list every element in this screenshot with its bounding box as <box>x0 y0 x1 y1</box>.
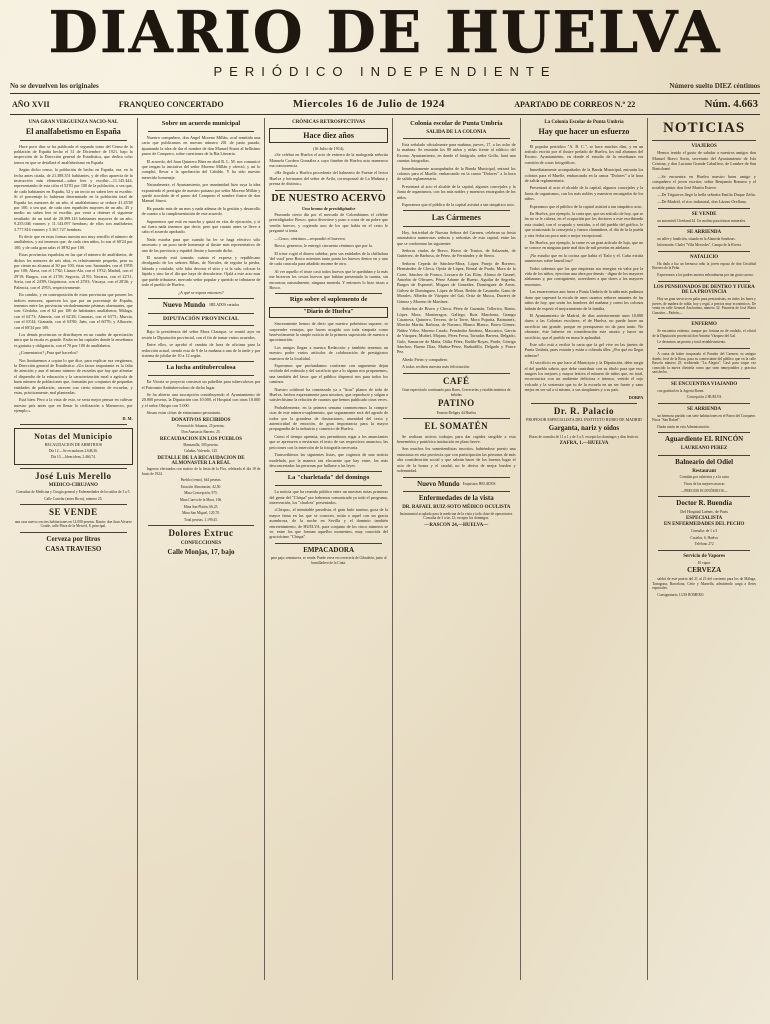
paragraph: Presentará al acto el alcalde de la capital, algunos concejales y la Junta de organismos, con los más nobles y maestros encargados de los niños. <box>396 183 516 200</box>
dateline-postbox: APARTADO DE CORREOS N.º 22 <box>514 99 636 109</box>
column-4 <box>393 118 521 980</box>
notas-line: Día 13.—Idem idem, 2.466,74. <box>50 455 96 460</box>
ad-buendia-spec: ESPECIALISTA <box>685 515 723 521</box>
dateline <box>10 97 760 111</box>
paragraph: Esta señalado oficialmente para mañana, jueves, 17, a las ocho de la mañana. Se reunirán los 80 niños y niñas frente al edificio del Excmo. Ayuntamiento, en donde el fotógrafo, señor Golfo, hará una cuantas fotografías. <box>396 141 516 164</box>
ad-pensionados-text: Hoy un gran servicio en palas para pensionistas, en todos los lunes y jueves, de madera de rubla; hoy y regal, a precios muy económicos. De venta en calle General Anchorena, número 32. Pizarreta de José María Guzaúve—Padrón— <box>652 297 756 315</box>
ad-cerveza-sub: CASA TRAVIESO <box>45 544 102 553</box>
divider <box>10 114 760 115</box>
paragraph: «Se celebra en Huelva el acto de entierro de la malograda señorita Manuela Cordero González a cuyo fúnebre de Huelva acto numeroso ma concurrencia. <box>269 152 388 168</box>
paragraph: Este sólo está a recibir la carta que la gel vive en las jinetes de Punta Umbría, pues estarán y están o cobrada áller. ¿Por qué no llegar adentro? <box>524 341 644 358</box>
kicker: UNA GRAN VERGUENZA NACIO-NAL <box>28 120 119 126</box>
ad-nuevo-mundo-title-2: Nuevo Mundo <box>417 479 460 488</box>
headline-somaten: EL SOMATÉN <box>424 421 489 432</box>
dateline-franchise: FRANQUEO CONCERTADO <box>118 99 224 109</box>
ad-dolores-name: Dolores Extruc <box>168 528 234 539</box>
paragraph: Suponemos que está en marcha y quizá en vías de ejecución, y si así fuera nada tenemos que decir; pero que cuanto antes se lleve a cabo el acuerdo aprobado. <box>141 218 261 235</box>
ad-patino-text: Ernesto Deligny 44 Huelva <box>436 410 476 415</box>
paragraph: »Ha llegado a Huelva procedente del balneario de Fuente el lector Huelva y hermanos del señor de Avila, corresponsal de La Mañana y prensa de distinta.» <box>269 170 388 187</box>
ad-merello-text: Consultas de Medicina y Cirugía general y Enfermedades de los niños de 3 a 5. <box>16 490 131 495</box>
ad-balneario-text: Comidas por cubiertos y a la carta <box>679 475 729 480</box>
paragraph: Ha pasado más de un mes y nada adeuna de la gestión y desarrollo de cuanto a la cumplimentación de este acuerdo. <box>141 205 261 217</box>
headline-diario-de-huelva-quoted: "Diario de Huelva" <box>269 307 388 318</box>
headline-las-carmenes: Las Cármenes <box>431 213 481 223</box>
paragraph: El popular periódico "A. B. C.", se hace muchos días, y en un artículo escrito por el ilustre prelado de Huelva, los mil alumnos del Excmo. Ayuntamiento, en donde el estudio de la enseñanza era cuestión de cosas fotográficas. <box>524 143 644 165</box>
paragraph: Todos sabemos que los que empiezan sus energías en valor por la vida de los niños, ejercitan una obra por demás - digna de los mayores alabanzas y, por consiguiente, acreedores a que dores a los mayores encomios. <box>524 265 644 287</box>
recaudacion-item: Manzanilla, 300 pesetas. <box>183 442 219 447</box>
donativo-item: Don Anastasio Barrero, 25. <box>181 430 221 435</box>
dateline-date: Miercoles 16 de Julio de 1924 <box>292 98 445 111</box>
paragraph: El acuerdo, del Juan Quintero Báez en abril R. L. M. nos comunicó que tengan la iniciativa del señor Moreno Millán y ofreció, y así lo cumplió, llevar a la aprobación del Cabildo. Y ha sido nuestro merecido homenaje. <box>141 158 261 180</box>
ad-vapores-name: CERVEZA <box>687 566 722 575</box>
headline-acuerdo-municipal: Sobre un acuerdo municipal <box>161 120 241 128</box>
paragraph: Se encuentra enfermo, aunque por fortuna no de cuidado, el oficial de la Diputación provincial don Antonio Vázquez del Gal. <box>652 329 756 338</box>
ad-sevende-text: un automóvil Overland 24. Un molino para triturar minerales. <box>657 218 747 223</box>
paragraph: —Se encuentra en Huelva nuestro buen amigo y compañero el joven escritor, señor Benjamín Romero y el notable pintor don José Martín Esteve. <box>652 173 756 190</box>
ad-buendia-sub: Del Hospital Laënec, de París <box>680 508 728 514</box>
ad-palacio-hours: Horas de consulta de 11 a 1 y de 3 a 5, excepto los domingos y días festivos. <box>528 434 639 439</box>
paragraph: Paseando cierto día por el mercado de Colombianos el célebre prestidigitador Bosco, quiso divertirse y puso a costa de un pobre que vendía huevos, y cogiendo uno de los que había en el cesto le preguntó si tenía. <box>269 212 388 234</box>
ad-balneario-title: Balneario del Odiel <box>675 457 734 466</box>
masthead-right-note: Número suelto DIEZ céntimos <box>669 82 760 91</box>
headline-diputacion: DIPUTACIÓN PROVINCIAL <box>162 315 240 322</box>
paragraph: En Huelva, por ejemplo, la carta que, que un artículo de hoy, que se ha no se le cabeza, en el ocupación por los doctores a este escribiendo esta ciudad, con el ocupado y sentidas, o el del pueblo del gráfico, le que ocasionado la consejería y fuerza chamuñera, el día de la la puéda y otra fecha un poco más o mejor excepcional. <box>524 211 644 238</box>
paragraph: Probablemente, en la primera semana conmencemos la compra-cion de este número-suplemento, que seguramente será del agrado de todos por la grandeza de ilustraciones, amenidad del texto y autenticidad de emoción, de gran importancia para la mayor propagandía de la industria y comercio de Huelva. <box>269 404 388 432</box>
detalle-item: Estación Almonaster, 42,50. <box>180 484 222 489</box>
paragraph: Hemos tenido el gusto de saludar a nuestros amigos don Manuel Bravo Soria, secretario del Ayuntamiento de Isla Cristina, y don Luciano Grande Caballero, de Lombre de San Bartolomé. <box>652 150 756 172</box>
ad-arrienda2-text2: Darán razón en esta Administración. <box>657 424 710 429</box>
detalle-title: DETALLE DE LA RECAUDACION DE ALMONASTER LA REAL <box>157 456 245 467</box>
ad-vapores-text: saldrá de este puerto del 21 al 23 del corriente para los de Málaga, Tarragona, Barcelona, Cette y Marsella, admitiendo carga a fletes especiales. <box>652 576 756 591</box>
ad-viajante-sign: Concepción 2 HUELVA <box>686 395 722 400</box>
ad-buendia-phone: Teléfono 272 <box>694 542 714 547</box>
masthead <box>10 0 760 91</box>
column-3 <box>265 118 393 980</box>
ad-oculista-text: Instrumental acoplado para la medicina de la vista y todo clase de operaciones. Consulta de 3 a las 12; excepto los domingos. <box>399 511 514 521</box>
dateline-number: Núm. 4.663 <box>704 98 758 111</box>
headline-nuestro-acervo: DE NUESTRO ACERVO <box>271 192 386 204</box>
paragraph: Las encarecemos aun fuera a Punta Umbría de la niña más pudimos dono que superará la escala de unos cuantos señores amantes de las niños de hoy, que serán los hombres del mañana y como los colonos habrán de experir el mejoramiento de la familia. <box>524 289 644 311</box>
paragraph: Presentará al acto el alcalde de la capital, algunos concejales y la Junta de organismos, con los más nobles y maestros encargados de los niños. <box>524 185 644 202</box>
paragraph: Señoras viudas de Bravo, Bravo de Trastos, de Salazarán, de Gutiérrez, de Barbosa, de Pérez, de Fernández y de Sierra. <box>396 248 516 259</box>
notas-line: Día 12.—Se recaudaron 2.648,26. <box>48 448 98 453</box>
paragraph: Señoras Cepeda de Sánchez-Mora, López Parejo de Borrero, Hermández de Checa, Ojeda de López, Bernal de Prado, Mora de la Corte, Sánchez de Franco, Lezcara de Cas Elías, Alonso de Grunel, Antoñin de Olivares, Pérez Adame de Bueno, Aguilar de Segreña, Burgos de Espronel, Moguer de González, Domínguez de Areas, Gálvez de Domínguez, López de Mora, Redón de Casanaño, Gano de Morales, Albedia de Vázquez del Gal, Ortiz de Musca, Duceret de Gómez y Moreno de Martínez. <box>396 260 516 304</box>
paragraph: En cambio, y en contraposición de estas provincias que poseen los indices menores, aparecen los que por un porcentaje de España, tenemos entre las provincias verdaderamente pésimas alarmantes, que son: Córdoba, con el 62 por 100 de habitantes analfabetos; Málaga, con el 62'73; Almería, con el 62'28; Canarias, con el 63'71; Murcia, con el 63'44; Granada, con el 63'90; Jaén, con el 60'76; y Albacete, con el 68'34 por 100. <box>14 292 133 330</box>
signature-dorpa: DORPA <box>628 394 644 400</box>
ad-merello-address: Calle Castelar (antes Ricos), número 25. <box>44 496 103 501</box>
kicker-colonia: La Colonia Escolar de Punta Umbría <box>544 120 624 126</box>
ad-cafe-title: CAFÉ <box>443 375 470 386</box>
paragraph: Hace poco dias se ha publicado el segundo tomo del Censo de la población de España hecho el 31 de Diciembre de 1921, bajo la inspección de la Dirección general de Estadística, que dedica ocho tomos en que se detallará el analfabetismo en España. <box>14 143 133 165</box>
ad-buendia-address: Castelar, 6, Huelva <box>690 535 718 540</box>
ad-arrienda2-head: SE ARRIENDA <box>687 406 722 412</box>
donativo-item: Personal de Aduanas, 25 pesetas. <box>177 423 225 428</box>
ad-empacadora-title: EMPACADORA <box>303 545 355 554</box>
detalle-item: Ingresos efectuados con motivo de la fiesta de la Flor, celebrada el día 18 de Junio de 1924. <box>141 467 261 476</box>
ad-pensionados-head: LOS PENSIONADOS DE DENTRO Y FUERA DE LA PROVINCIA <box>653 284 755 296</box>
paragraph: Entre ellos, se aprobó el cambio de hora de oficinas para la redacción actual, siendo esta de 9 de la mañana a una de la tarde y por sistema de jubilar de 10 a 12 según. <box>141 342 261 358</box>
masthead-left-note: No se devuelven los originales <box>10 82 99 91</box>
paragraph: Bosco, generoso, le entregó cincuenta céntimos que por la. <box>274 243 373 249</box>
subhead-salida: SALIDA DE LA COLONIA <box>426 129 487 135</box>
headline-colonia-escolar: Colonia escolar de Punta Umbría <box>410 120 503 128</box>
column-2 <box>138 118 266 980</box>
ad-viajante-head: SE ENCUENTRA VIAJANDO <box>670 381 738 387</box>
section-title-noticias: NOTICIAS <box>663 120 746 137</box>
detalle-item: Mina San Miguel, 120,70. <box>182 511 220 516</box>
ad-balneario-text2: Vinos de las mejores marcas <box>683 481 725 486</box>
paragraph: Son muchos los sometiendistas inscritos, habiéndose puesto una entusiasta en esta provincia que con participación las personas de más alta consideración social y que sabrán hacer de los buenos lugar el acto de la honra y el caudal, no le deriva de mejor burden y solemnidad. <box>396 446 516 474</box>
ad-rincon-sub: LAUREANO PEREZ <box>680 446 728 452</box>
paragraph: ¡No estudio que en la cocina que había el Tizlo y el. Cabu existía numerosos sobre lanzaCruz? <box>524 252 644 264</box>
donativos-title: DONATIVOS RECIBIDOS <box>171 417 231 423</box>
paragraph: —De Trigueros llegó la bella señorita Emilia Duque Zéfia. <box>657 191 756 197</box>
kicker-cronicas: CRÓNICAS RETROSPECTIVAS <box>292 120 366 126</box>
paragraph: Está bien. Pero a la vista de esto, se seria mejor pensar en cultivar nuestro país antes que en llenar la civilización a Marruecos, por ejemplo.» <box>14 397 133 414</box>
headline-rigo: Rigo sobre el suplemento de <box>289 296 368 304</box>
subhead-prestidigitador: Una broma de prestidigitador <box>301 206 356 212</box>
paragraph: El Ayuntamiento de Madrid, de dias anteriormente unos 10,000 duros a las Colonias escolares; el de Huelva, no puede hacer un sacrificio tan grande, porque en presupuesto no da para tanto. No obstante, éste haberse en consideración este asunto y hacer un sacrificio, que el pueblo en masa le aplaudirá. <box>524 312 644 340</box>
ad-oculista-address: —RASCON 24,—HUELVA— <box>424 522 489 528</box>
article-columns <box>10 118 760 980</box>
ad-palacio-address: ZAFRA, 1.—HUELVA <box>559 441 609 447</box>
paragraph: Le deseamos un pronto y total restablecimiento. <box>657 340 727 345</box>
ad-arrienda2-text: un hermoso partido con siete habitaciones en el Paseo del Conquero. Finca "San Rafael". <box>652 413 756 423</box>
headline-analfabetismo: El analfabetismo en España <box>25 127 121 137</box>
paragraph: Esperamos que el público de la capital asistirá a tan simpático acto. <box>401 202 515 208</box>
detalle-item: Pueblo (censo), 644 pesetas. <box>180 478 222 483</box>
notas-subtitle: RECAUDACION DE ARBITRIOS <box>44 442 102 448</box>
signature: D. M. <box>122 415 133 421</box>
ad-sevende-head: SE VENDE <box>691 211 717 217</box>
headline-charletada: La "charletada" del domingo <box>287 474 370 482</box>
ad-palacio-title: Dr. R. Palacio <box>553 405 615 416</box>
notas-municipio-box <box>14 428 133 465</box>
paragraph: »Chispa», el inimitable parodista, el gran bufo taurino, goza de la mayor fama en las que se conocen, actúa a aquel con un gracia asombrosa, de la noche en Sevilla y el dominio también entretenimiento, de HUELVA, para conjunto de los cinco números se ve, entre los que forman aquellos momentos, muy conocida del gracioísimo "Chispa". <box>269 507 388 540</box>
ad-dolores-address: Calle Monjas, 17, bajo <box>167 547 235 556</box>
paragraph: Sinceramente hemos de decir que nuestro pobrísimo suponer, se sorprender ventajas, que hacen acogida con toda simpatía como benévolamente la simple noticia de la primera suposición de nuestro a aproximación. <box>269 321 388 343</box>
ad-nuevo-mundo-title: Nuevo Mundo <box>162 300 206 309</box>
ad-nuevo-mundo-side-2: Exquisitos HELADOS <box>462 482 496 487</box>
paragraph: Transcribimos las siguientes listas, que cogimos de una noticia modelada, por la manera tan elocuente que hay entre, las más desconcertadas las personas por hallarse a las leyes. <box>269 452 388 468</box>
ad-rincon-title: Aguardiente EL RINCÓN <box>665 435 744 444</box>
ad-balneario-sub: Restaurant <box>692 468 717 474</box>
paragraph: Siruas estas cifras de entusiasmo pecuniario. <box>146 410 222 416</box>
subhead-fecha: (16 Julio de 1914). <box>312 146 345 152</box>
subsection-enfermo: ENFERMO <box>691 322 717 328</box>
ad-merello-subtitle: MEDICO-CIRUJANO <box>48 483 98 489</box>
ad-vapores-sub: El vapor <box>697 560 711 565</box>
paragraph: Inmediatamente acompañados de la Banda Municipal, entrarán los colonos para el Muelle, embarcando en la canoa "Dolores" a la hora de salida reglamentaria. <box>524 167 644 183</box>
dateline-year: AÑO XVII <box>12 99 50 109</box>
paragraph: Nos limitaremos a copiar lo que dice, para explicar esa vergüenza, la Dirección general de Estadística: «Un factor importante es la falta de atención y aun el mismo número de escuelas que hay que afrontar el dispendio de la educación y la caracterización rural a agrícola de buen número de poblaciones que, formadas por conjuntos de pequeñas entidades de población, carecen con cierto número de escuelas, y estas, prácticamente, mal planteadas. <box>14 357 133 395</box>
ad-nuevo-mundo-side: HELADOS variados <box>209 303 240 308</box>
paragraph: Bajo la presidencia del señor Mora Claraque, se reunió ayer en sesión la Diputación provincial, con el fin de tomar varios acuerdos. <box>141 329 261 340</box>
ad-palacio-sub: PROFESOR ESPECIALISTA DEL INSTITUTO RUBIO DE MADRID <box>526 417 642 423</box>
paragraph: Nuestro compañero, don Angel Moreno Millán, ocul remitido una carta que publicamos en nuestro número 201 de junio pasado, ápuntando la idea de dar el nombre de don Manuel Siurot al bellísimo paseo de Conquero, sobre cuestiones de la Ría Literaria. <box>141 134 261 157</box>
recaudacion-item: Calañas, Valverde, 125. <box>184 449 218 454</box>
ad-viajante-text: con gratitud en la Jogerta Boren. <box>657 388 705 393</box>
paragraph: Se realizan activos trabajos para dar rapidez tangible a esta benemérita y patriótica institución en plazo breve. <box>396 433 516 445</box>
paragraph: —De Madrid, el rico industrial, don Lázaro Orellana. <box>657 199 747 205</box>
ad-arrienda-text: un taller y fundición, situado en la Alameda Sundosas. <box>657 236 736 241</box>
column-6 <box>648 118 760 980</box>
ad-oculista-title: Enfermedades de la vista <box>418 494 494 503</box>
ad-buendia-title: Doctor R. Buendía <box>676 499 732 508</box>
paragraph: El acuerdo está tomado; cuánto el expresa y repúblicano divulgando de los señores Ríbas, de Novales, de regular la piedra, labrada y rotulado; sólo falta decorar el sitio y si la sala, colocar la lápida y sino lar el día que haya de descubrirse. Ojalá a este acto mas que puéde tributarse, mercado señor popular y querido se tributarse de todo el pueblo de Huelva. <box>141 255 261 288</box>
ad-vapores-head: Servicio de Vapores <box>683 553 726 559</box>
paragraph: El triste cogió el dinero subidor, pero sus entidades de la chifladura 'del vuol' pero Bosco mientras tanto ponía los huevos dentro en y uno de cada caracola para añadido enorme de otro. <box>269 250 388 267</box>
headline-esfuerzo: Hay que hacer un esfuerzo <box>538 127 630 137</box>
ad-balneario-text3: —PRECIOS ECONÓMICOS— <box>680 488 728 493</box>
paragraph-traslado: A causa de haber traspasado el Parador del Carmen, su antiguo dueño, José de la Rosa, pasa su comerciante del público que en la calle Rascón número 25, recibiendo "La Alegría". Casó para vaque vez conocido la nueva clientela como que sean inmejorables y practica satisfecho. <box>652 352 756 375</box>
paragraph: La noticia que ha reunido público entre un nuestras notas primeras del gente del "Chispa" por habernos comunicado ya todo el programa, intervención, los "charlots" presentados. <box>269 489 388 505</box>
detalle-item: Total pesetas, 1.199,45. <box>184 517 218 522</box>
ad-palacio-spec: Garganta, nariz y oidos <box>548 423 620 432</box>
paragraph: Naturalmente, el Ayuntamiento, por unanimidad hizo suya la idea exponiendo el prestigio de nuestro paisano por señor Moreno Millán y quedó acordado de el paseo del Conquero el nombre ilustre de don Manuel Siurot. <box>141 182 261 204</box>
masthead-notes <box>10 82 760 90</box>
paragraph: Se ha abierto una suscripción contribuyendo el Ayuntamiento de 20.000 pesetas, la Diputación con 10.000, el Hospital con otras 10.000 y el señor Obispo con 5.000. <box>141 392 261 408</box>
subsection-viajeros: VIAJEROS <box>691 144 717 150</box>
paragraph: Nuestro colaboró ha comenzado ya a "ficar" planos de toda de Huelva, hechos expresamente para nosotros, que reproducir y salgan a satisfechísimo la relación de cuantos que hemos publicado otras veces. <box>269 386 388 403</box>
paragraph: Los amigos llegan a nuestra Redacción y también tenemos un nuestro poder varios artículos de colaboración de prestigiosos maestros de la localidad. <box>269 344 388 361</box>
newspaper-title: DIARIO DE HUELVA <box>48 0 722 66</box>
paragraph: Hoy, festividad de Nuestra Señora del Carmen, celebran su fiesta onomástica numerosas señoras y señoritas de esta capital, entre las que se conforman las siguientes: <box>396 229 516 246</box>
paragraph: Expresamos a los padres nuestra enhorabuena por tan grato suceso. <box>657 273 754 278</box>
paragraph: A todas reciben nuestra más felicitación. <box>401 364 470 370</box>
paragraph: En Huelva, por ejemplo, la carne es un gran artículo de lujo, que no se conoce en ninguna parte mal don de mil pesetas en adelante. <box>524 240 644 251</box>
newspaper-subtitle: PERIÓDICO INDEPENDIENTE <box>213 64 557 80</box>
recaudacion-title: RECAUDACION EN LOS PUEBLOS <box>159 436 243 442</box>
detalle-item: Mina San Platón, 66,25. <box>183 504 219 509</box>
paragraph: Altedo Pietro y compañero. <box>401 356 449 362</box>
ad-cafe-sub: Gran espectáculo continuado para Bares, Cervecerías y establecimientos de bebidas <box>402 388 511 397</box>
headline-hace-diez-anos: Hace diez años <box>269 128 388 143</box>
subsection-natalicio: NATALICIO <box>690 255 719 261</box>
ad-dolores-sub: CONFECCIONES <box>180 540 222 546</box>
ad-arrienda-info: Informarán: Chalet "Villa Mercedes", Campo de la Rivera. <box>657 243 742 248</box>
paragraph: Es decir que en estas formas nuestra nos muy sencillo el número de analfabetos, y así tenemos que, de cada cien niños, lo son el 60'24 por 100, y de cada gran salas el 38'92 por 100. <box>14 234 133 250</box>
ad-cerveza-title: Cerveza por litros <box>46 535 101 543</box>
paragraph: Estas provincias españolas en las que el número de analfabetos, de dichos los menores de seis años, es relativamente pequeño, pero su por ciento no alcanza al 30 por 100, éstas son: Santander, con el 19'05 por 100; Alava, con el 17'82; Llanos-Ala, con el 19'32; Madrid, con el 29'19; Burgos, con el 21'58; Segovia, 21'83; Navarra, con el 22'31; Soria, con el 24'89; Guipúzcoa, con el 25'03; Vizcaya, con el 28'26; y Palencia, con el 29'03, respectivamente. <box>14 252 133 290</box>
detalle-item: Mina Concepción, 975. <box>184 491 218 496</box>
paragraph: Según dicho censo, la población de hecho en España, era, en la fecha antes citada, de 21.388.351 habitantes, y de ellos aparecía de la instrucción más elemental—saber leer y escribir—11.145.444, representando de esta cifra el 52'03 por 100 de la población, o sea que, de cada habitantes en España, 52 y un tercio no saben leer ni escribir. Si el porcentaje lo hubieran determinado en la población total de España los menores de un año, el analfabetismo se reduce 41.45'48 por 100, o sea que, de cada cien españoles mayores de un año, 45 y medio no saben leer ni escribir, por venir a obtener el siguiente resultado: de un total de 20.399.143 habitantes mayores de un año, 9.255.046 varones y 11.143.097 hembras; de ellos son analfabetos 3.777.816 varones y 5.367.727 hembras. <box>14 167 133 232</box>
paragraph: Esperamos que profundamos conforme con argumento dejan recibido del estímulo y del sacrificio que a lo alguno nos proponemos, una también del favor que el público dispensó nos para todos los caminos. <box>269 363 388 385</box>
paragraph: Señoritas de Bravo y Checa, Pérez de Guzmán, Tolleriva, Bonin, López Mora, Montiersgoz, Gallego, Ruiz Marchena, Grangu Casanova, Quintero, Tercero, de la Torre, Mora Pujarita, Raimanríx, Morcho Martín, Barbosa, de Navarro, Blanco Blanco, Bravo Gómez, Núñez Vélez, Moreno Criado, Fernández Jiménez, Mascarico, García de Vázquez, Muñiel, Mojano, Pérez Fresa, Torradas Barrera, Delgado, Gulo, Sanarrote de Maita, Otilia Fétez, Badilo-Royas, Pardo, Górriga Sánchez, Bueno Díaz, Muñoz-Pérez, Barbadillo, Delgado y Ponce Pez. <box>396 306 516 355</box>
column-1 <box>10 118 138 980</box>
ad-vapores-sign: Consignatario, LUIS ROMERO. <box>657 592 705 597</box>
paragraph: Ha dado a luz un hermoso niño la joven esposa de don Cristóbal Borrero de la Peña. <box>652 261 756 271</box>
paragraph: Como el tiempo apremia, nos permitimos rogar a los anunciantes que se apresuren a enviarnos el texto de sus respectivos anuncios; las peticiones con la inserción de la fotografía necesaria. <box>269 433 388 450</box>
notas-title: Notas del Municipio <box>34 431 113 441</box>
headline-antituberculosa: La lucha antituberculosa <box>166 364 236 372</box>
ad-empacadora-text: para paja; seminueva, se vende. Puede verse en cervecería de Gibraleón, junto al humilladero de la Cinta. <box>270 556 387 566</box>
column-5 <box>521 118 649 980</box>
detalle-item: Mina Cueva de la Mora, 166. <box>179 498 223 502</box>
ad-arrienda-head: SE ARRIENDA <box>687 230 722 236</box>
ad-oculista-doctor: DR. RAFAEL RUIZ-SOTO MÉDICO OCULISTA <box>402 504 511 510</box>
ad-buendia-spec2: EN ENFERMEDADES DEL PECHO <box>663 522 745 528</box>
ad-merello-name: José Luis Merello <box>35 471 112 481</box>
paragraph: En Vitoria se proyecta construir un pabellón para tuberculosos por el Patronato Antituberculoso de dicho lugar. <box>141 379 261 390</box>
paragraph: Los demás provincias se distribuyen en un cuadro de apreciación mira que la escala es grande. Están en las capitales donde la enseñanza es gratuita y obligatoria, con el 70 por 100 de analfabetos. <box>14 331 133 348</box>
ad-sevende-title: SE VENDE <box>49 507 98 518</box>
divider <box>10 93 760 94</box>
ad-patino-title: PATINO <box>437 398 475 409</box>
paragraph: Al sacrificio en que hace al Municipio y la Diputación, debe surgir el del pueblo sabrio, que debe contribuir con su óbolo para que esos mugres los mejores y mayor festiva el número de niños que, en total, escorroncira con un ambiente deliciosa e intenso, venido el rojo volcado y la sostenuto que tu de la escuela en un ser fuerte y sano mejor en ser sal a sí mismo, a sus simplantes y a su país. <box>524 360 644 393</box>
ad-buendia-hours: Consulta: de 1 a 3 <box>691 529 718 534</box>
paragraph: ¿Comentarios? ¡Para qué hacerlos? <box>19 350 78 356</box>
paragraph: Al ver aquello el triste casó todos huevos que le quedaban y la más me hicieron los cestos huevos que habían presentado la cuenta, sin encontrar, naturalmente, ninguna moneda. Y entonces lo hizo trizas a Bosco. <box>269 268 388 290</box>
paragraph: Inmediatamente acompañados de la Banda Municipal, entrará los colonos para el Muelle, embarcando en la canoa "Dolores" a la hora de salida reglamentaria. <box>396 165 516 182</box>
paragraph: ¿A qué se espera entonces? <box>178 289 224 295</box>
paragraph: —Cinco, céntimos—respondió el huevero. <box>274 235 347 241</box>
paragraph: Esperamos que el público de la capital asistirá a tan simpático acto. <box>529 203 643 209</box>
paragraph: Nada estorba para que cuando ha ler se haga efectivo sólo necesario y un poco tarde homenaje al ilustre más representativo de uno de las provincia y español ilustre y honrado dicho. <box>141 236 261 253</box>
ad-sevende-text: una casa nueva con tres habitaciones en 14.000 pesetas. Razón: don Juan Alvarez Conde, calle Plaza de la Merced, 8, principal. <box>14 519 132 529</box>
